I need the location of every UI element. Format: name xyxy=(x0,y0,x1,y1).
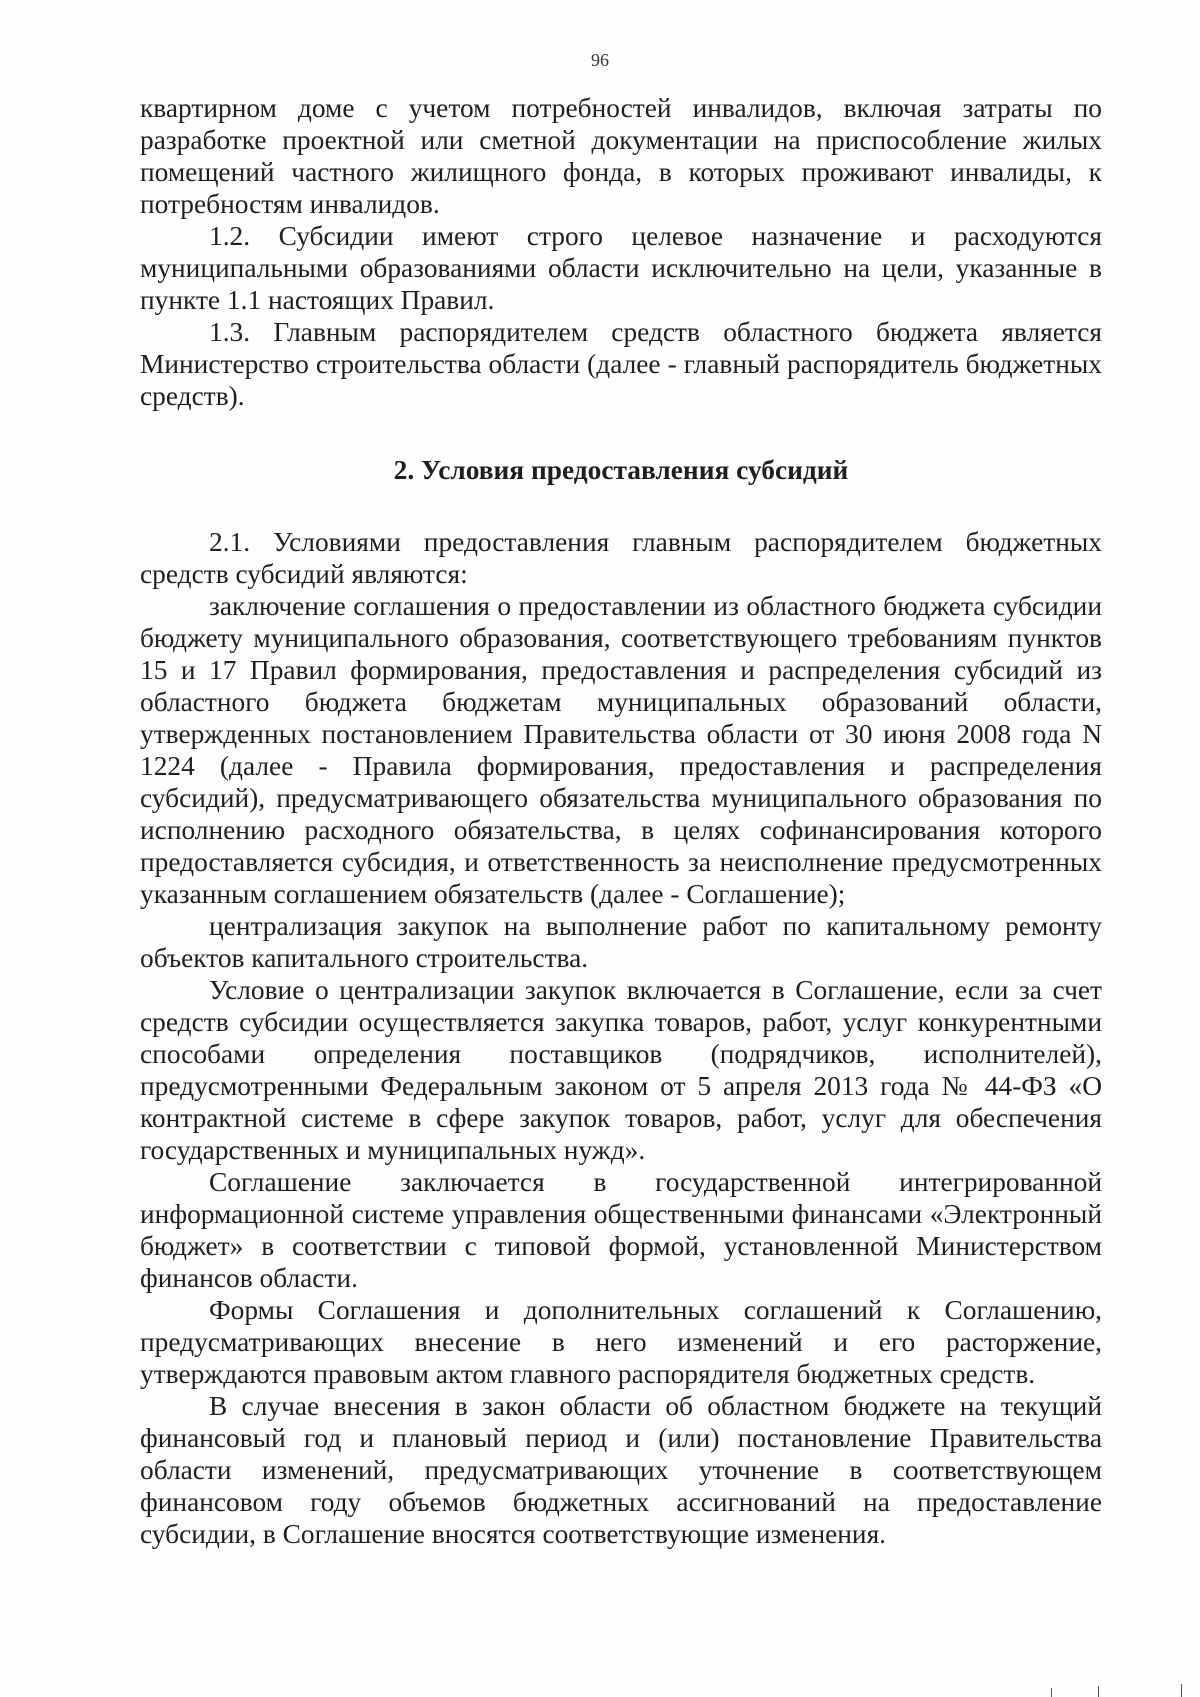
paragraph-centralization-condition: Условие о централизации закупок включается в Соглашение, если за счет средств субсидии осуществляется закупка товаров, работ, услуг конкурентными способами определения поставщиков (подрядчиков, исполнителей), предусмотренными Федеральным законом от 5 апреля 2013 года № 44-ФЗ «О контрактной системе в сфере закупок товаров, работ, услуг для обеспечения государственных и муниципальных нужд». xyxy=(140,975,1102,1165)
scan-artifact xyxy=(1051,1688,1052,1697)
page-number: 96 xyxy=(591,50,609,70)
paragraph-amendments: В случае внесения в закон области об областном бюджете на текущий финансовый год и плановый период и (или) постановление Правительства области изменений, предусматривающих уточнение в соответствующем финансовом году объемов бюджетных ассигнований на предоставление субсидии, в Соглашение вносятся соответствующие изменения. xyxy=(140,1391,1102,1549)
scan-artifact xyxy=(1181,1684,1182,1697)
section-heading: 2. Условия предоставления субсидий xyxy=(393,455,849,485)
paragraph-intro: квартирном доме с учетом потребностей инвалидов, включая затраты по разработке проектной или сметной документации на приспособление жилых помещений частного жилищного фонда, в которых проживают инвалиды, к потребностям инвалидов. xyxy=(140,93,1102,219)
paragraph-1-2: 1.2. Субсидии имеют строго целевое назначение и расходуются муниципальными образованиями области исключительно на цели, указанные в пункте 1.1 настоящих Правил. xyxy=(140,221,1102,315)
paragraph-electronic-budget: Соглашение заключается в государственной интегрированной информационной системе управления общественными финансами «Электронный бюджет» в соответствии с типовой формой, установленной Министерством финансов области. xyxy=(140,1167,1102,1293)
paragraph-2-1: 2.1. Условиями предоставления главным распорядителем бюджетных средств субсидий являются: xyxy=(140,527,1102,589)
scan-artifact xyxy=(1098,1686,1099,1697)
paragraph-agreement-conclusion: заключение соглашения о предоставлении из областного бюджета субсидии бюджету муниципального образования, соответствующего требованиям пунктов 15 и 17 Правил формирования, предоставления и распределения субсидий из областного бюджета бюджетам муниципальных образований области, утвержденных постановлением Правительства области от 30 июня 2008 года N 1224 (далее - Правила формирования, предоставления и распределения субсидий), предусматривающего обязательства муниципального образования по исполнению расходного обязательства, в целях софинансирования которого предоставляется субсидия, и ответственность за неисполнение предусмотренных указанным соглашением обязательств (далее - Соглашение); xyxy=(140,591,1102,909)
paragraph-agreement-forms: Формы Соглашения и дополнительных соглашений к Соглашению, предусматривающих внесение в него изменений и его расторжение, утверждаются правовым актом главного распорядителя бюджетных средств. xyxy=(140,1295,1102,1389)
paragraph-1-3: 1.3. Главным распорядителем средств областного бюджета является Министерство строительства области (далее - главный распорядитель бюджетных средств). xyxy=(140,317,1102,411)
document-body xyxy=(140,92,1102,1550)
paragraph-procurement-centralization: централизация закупок на выполнение работ по капитальному ремонту объектов капитального строительства. xyxy=(140,911,1102,973)
